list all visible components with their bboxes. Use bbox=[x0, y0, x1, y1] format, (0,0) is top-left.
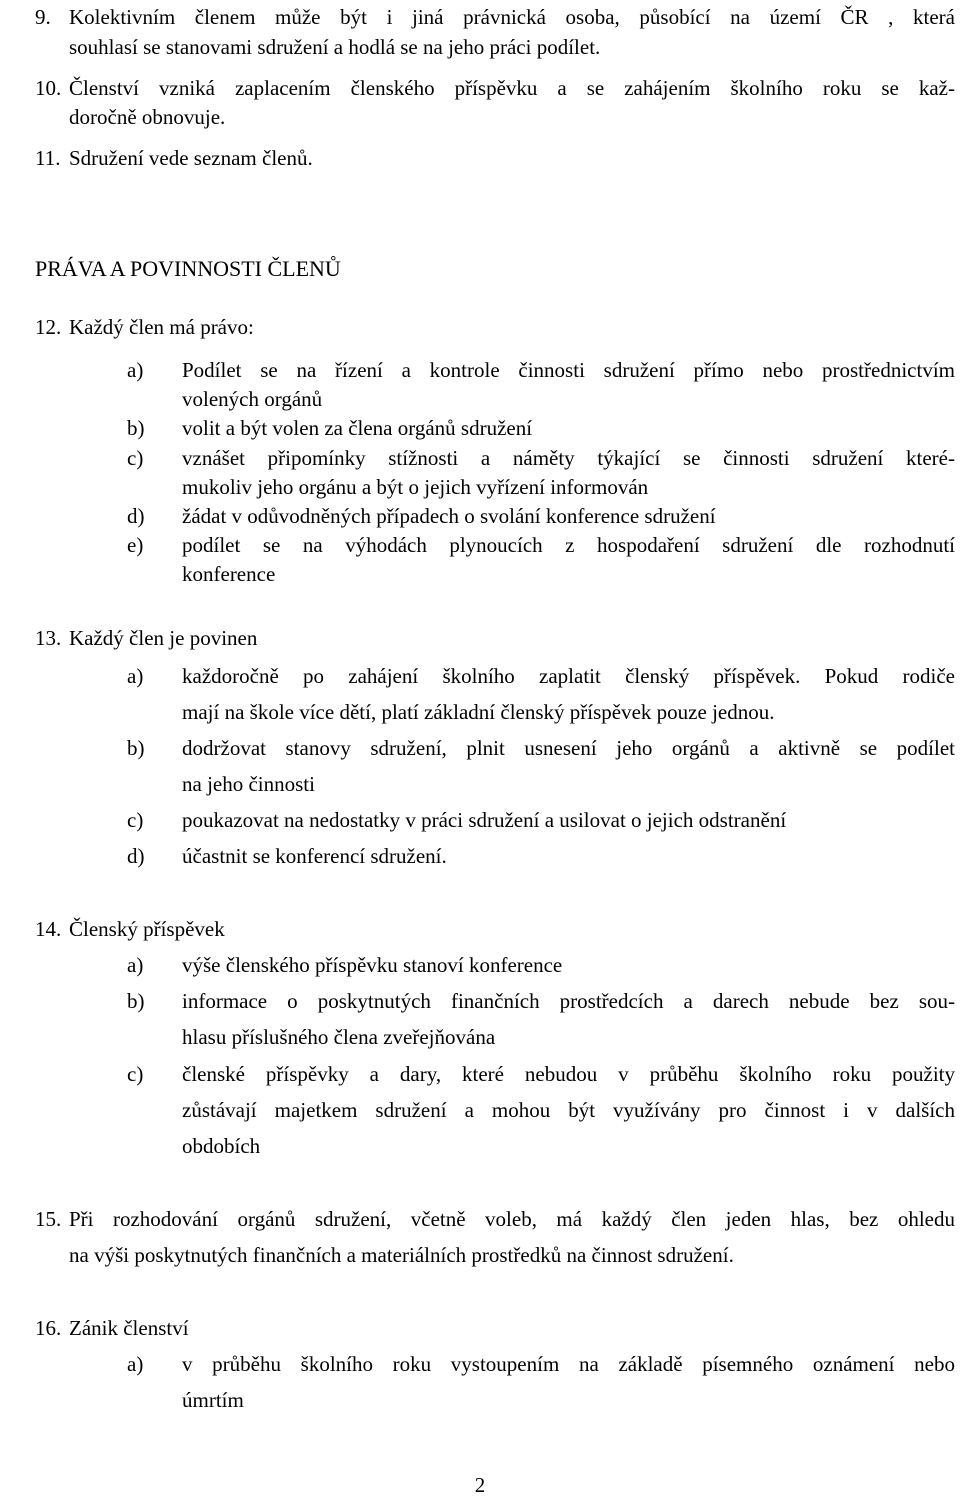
section-16-title: Zánik členství bbox=[69, 1316, 189, 1340]
section-heading: PRÁVA A POVINNOSTI ČLENŮ bbox=[35, 256, 341, 281]
list-label: c) bbox=[127, 808, 144, 832]
item-9-text-line1: Kolektivním členem může být i jiná právnická osoba, působící na území ČR , která bbox=[69, 5, 955, 29]
s12-e-line1: podílet se na výhodách plynoucích z hospodaření sdružení dle rozhodnutí bbox=[182, 533, 955, 557]
list-label: a) bbox=[127, 358, 144, 382]
list-label: b) bbox=[127, 989, 145, 1013]
page-number: 2 bbox=[474, 1473, 486, 1497]
section-14-title: Členský příspěvek bbox=[69, 917, 225, 941]
s14-c-line1: členské příspěvky a dary, které nebudou v průběhu školního roku použity bbox=[182, 1062, 955, 1086]
list-label: b) bbox=[127, 416, 145, 440]
s13-b-line1: dodržovat stanovy sdružení, plnit usnesení jeho orgánů a aktivně se podílet bbox=[182, 736, 955, 760]
list-label: d) bbox=[127, 504, 145, 528]
s13-b-line2: na jeho činnosti bbox=[182, 772, 315, 796]
item-9-text-line2: souhlasí se stanovami sdružení a hodlá se na jeho práci podílet. bbox=[69, 35, 601, 59]
s15-line2: na výši poskytnutých finančních a materiálních prostředků na činnost sdružení. bbox=[69, 1243, 734, 1267]
item-number: 11. bbox=[35, 146, 61, 170]
section-12-title: Každý člen má právo: bbox=[69, 315, 254, 339]
s12-e-line2: konference bbox=[182, 562, 276, 586]
s13-d-line1: účastnit se konferencí sdružení. bbox=[182, 844, 447, 868]
list-label: a) bbox=[127, 664, 144, 688]
list-label: c) bbox=[127, 1062, 144, 1086]
item-number: 9. bbox=[35, 5, 51, 29]
list-label: e) bbox=[127, 533, 144, 557]
s13-c-line1: poukazovat na nedostatky v práci sdružení a usilovat o jejich odstranění bbox=[182, 808, 787, 832]
s16-a-line2: úmrtím bbox=[182, 1388, 244, 1412]
s14-b-line1: informace o poskytnutých finančních prostředcích a darech nebude bez sou- bbox=[182, 989, 955, 1013]
s14-c-line3: obdobích bbox=[182, 1134, 261, 1158]
section-number: 16. bbox=[35, 1316, 62, 1340]
s12-c-line2: mukoliv jeho orgánu a být o jejich vyřízení informován bbox=[182, 475, 649, 499]
section-number: 14. bbox=[35, 917, 62, 941]
s15-line1: Při rozhodování orgánů sdružení, včetně voleb, má každý člen jeden hlas, bez ohledu bbox=[69, 1207, 955, 1231]
item-number: 10. bbox=[35, 76, 62, 100]
s13-a-line1: každoročně po zahájení školního zaplatit členský příspěvek. Pokud rodiče bbox=[182, 664, 955, 688]
s12-c-line1: vznášet připomínky stížnosti a náměty týkající se činnosti sdružení které- bbox=[182, 446, 955, 470]
item-10-text-line1: Členství vzniká zaplacením členského příspěvku a se zahájením školního roku se kaž- bbox=[69, 76, 955, 100]
list-label: a) bbox=[127, 1352, 144, 1376]
item-11-text: Sdružení vede seznam členů. bbox=[69, 146, 313, 170]
section-13-title: Každý člen je povinen bbox=[69, 626, 258, 650]
s12-d-line1: žádat v odůvodněných případech o svolání konference sdružení bbox=[182, 504, 716, 528]
s14-b-line2: hlasu příslušného člena zveřejňována bbox=[182, 1025, 496, 1049]
s12-a-line2: volených orgánů bbox=[182, 387, 323, 411]
s13-a-line2: mají na škole více dětí, platí základní členský příspěvek pouze jednou. bbox=[182, 700, 775, 724]
s16-a-line1: v průběhu školního roku vystoupením na základě písemného oznámení nebo bbox=[182, 1352, 955, 1376]
list-label: d) bbox=[127, 844, 145, 868]
item-10-text-line2: doročně obnovuje. bbox=[69, 105, 226, 129]
section-number: 15. bbox=[35, 1207, 62, 1231]
s12-a-line1: Podílet se na řízení a kontrole činnosti sdružení přímo nebo prostřednictvím bbox=[182, 358, 955, 382]
s12-b-line1: volit a být volen za člena orgánů sdružení bbox=[182, 416, 533, 440]
list-label: a) bbox=[127, 953, 144, 977]
list-label: c) bbox=[127, 446, 144, 470]
section-number: 12. bbox=[35, 315, 62, 339]
s14-c-line2: zůstávají majetkem sdružení a mohou být využívány pro činnost i v dalších bbox=[182, 1098, 955, 1122]
list-label: b) bbox=[127, 736, 145, 760]
section-number: 13. bbox=[35, 626, 62, 650]
s14-a-line1: výše členského příspěvku stanoví konference bbox=[182, 953, 563, 977]
